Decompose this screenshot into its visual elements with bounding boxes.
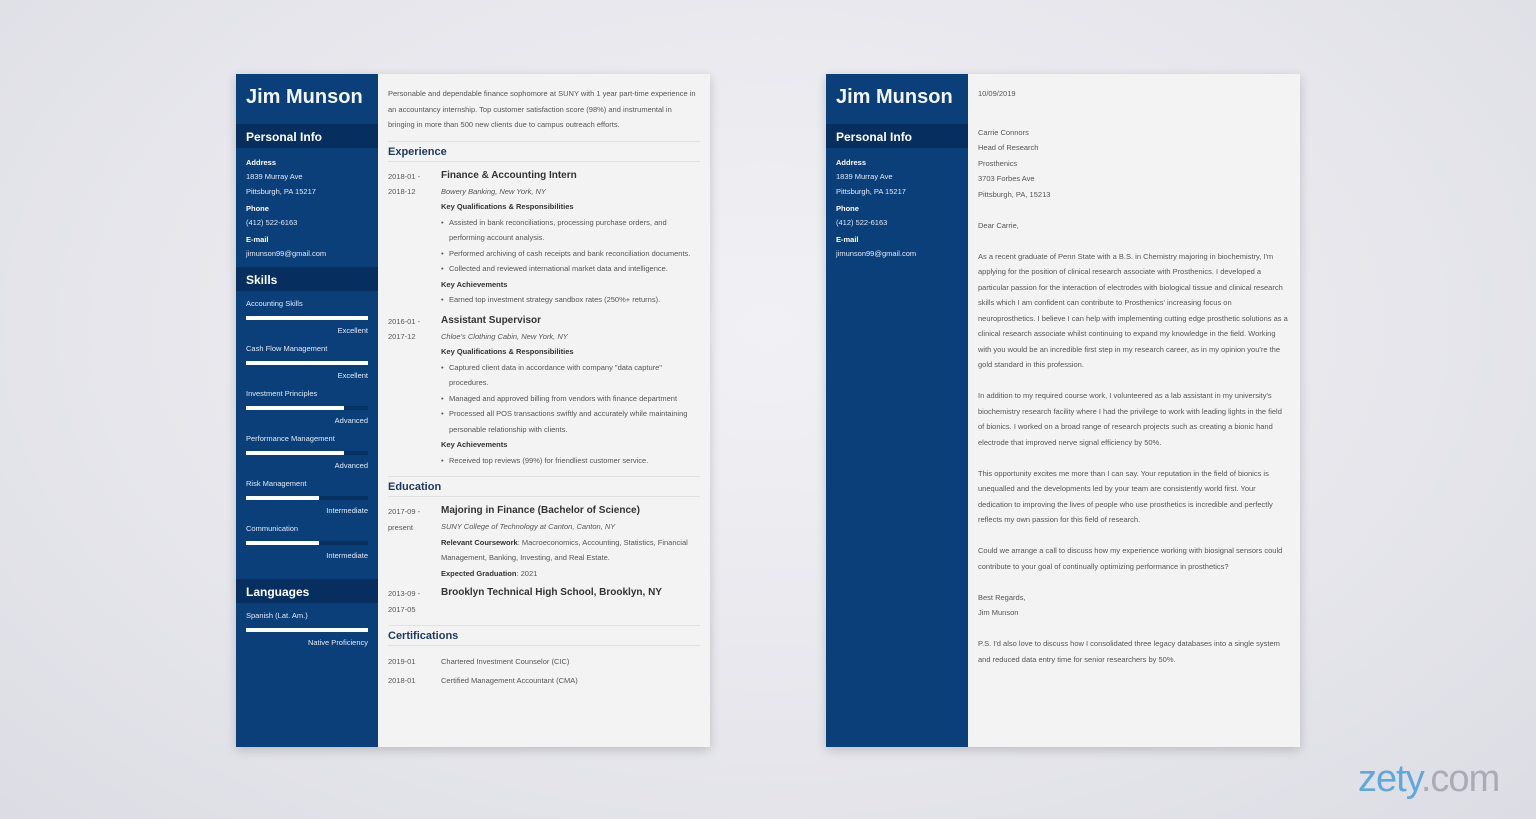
achievements-heading: Key Achievements [441, 440, 508, 449]
responsibility-item: • Collected and reviewed international market data and intelligence. [441, 261, 700, 277]
job-date-start: 2018-01 - [388, 171, 421, 181]
address-line2: Pittsburgh, PA 15217 [246, 187, 316, 196]
skill-level: Excellent [337, 371, 368, 380]
skill-name: Risk Management [246, 479, 307, 488]
email-value: jimunson99@gmail.com [836, 249, 917, 258]
skill-bar [246, 451, 368, 455]
education-date-end: present [388, 522, 414, 532]
letter-paragraph: Could we arrange a call to discuss how my experience working with biosignal sensors could contribute to your goal of continually optimizing performance in prosthetics? [978, 546, 1283, 571]
skill-item [246, 432, 368, 473]
address-label: Address [246, 158, 277, 167]
job-date-end: 2018-12 [388, 187, 416, 196]
achievements-heading: Key Achievements [441, 279, 508, 289]
email-value: jimunson99@gmail.com [246, 249, 327, 258]
greeting: Dear Carrie, [978, 220, 1019, 230]
skill-level: Advanced [334, 461, 368, 470]
education-dates [388, 503, 441, 581]
letter-sidebar [826, 74, 968, 747]
responsibility-item: • Processed all POS transactions swiftly and accurately while maintaining personable relationship with clients. [441, 406, 700, 437]
language-item [246, 609, 368, 650]
skill-name: Communication [246, 524, 299, 533]
achievements-list [441, 292, 700, 308]
languages-heading: Languages [236, 579, 378, 603]
skill-level: Intermediate [326, 506, 368, 515]
responsibilities-heading: Key Qualifications & Responsibilities [441, 202, 574, 211]
skill-level: Intermediate [326, 551, 368, 560]
email-label: E-mail [836, 235, 859, 244]
letter-date: 10/09/2019 [978, 89, 1016, 98]
job-title: Assistant Supervisor [441, 314, 542, 326]
recipient-title: Head of Research [978, 143, 1039, 152]
brand-name: zety [1358, 758, 1421, 800]
cover-letter-page [826, 74, 1300, 747]
letter-paragraph: This opportunity excites me more than I can say. Your reputation in the field of bionics is unequalled and the developments led by your team are consistently world first. Your dedication to improving the lives of people who use prosthetics is incredible and perfectly reflects my own passion for this field of research. [978, 468, 1273, 524]
certification-date: 2019-01 [388, 657, 416, 666]
resume-summary: Personable and dependable finance sophomore at SUNY with 1 year part-time experience in an accountancy internship. Top customer satisfaction score (98%) and instrumental in bringing in more than 500 new clients due to campus outreach efforts. [388, 89, 696, 129]
job-org: Chloe's Clothing Cabin, New York, NY [441, 331, 568, 341]
responsibility-item: • Performed archiving of cash receipts and bank reconciliation documents. [441, 246, 700, 262]
resume-name: Jim Munson [246, 86, 363, 108]
skill-item [246, 342, 368, 383]
skill-item [246, 522, 368, 563]
language-level: Native Proficiency [307, 638, 368, 647]
school-title: Brooklyn Technical High School, Brooklyn, NY [441, 587, 662, 598]
personal-info [236, 148, 378, 267]
achievement-item: • Earned top investment strategy sandbox rates (250%+ returns). [441, 292, 700, 308]
certification-item [388, 652, 700, 671]
certification-date: 2018-01 [388, 676, 416, 685]
job-entry [388, 313, 700, 469]
closing-block [978, 590, 1290, 621]
skill-bar [246, 361, 368, 365]
address-label: Address [836, 158, 867, 167]
skill-name: Cash Flow Management [246, 344, 328, 353]
skill-name: Investment Principles [246, 389, 318, 398]
skill-item [246, 387, 368, 428]
responsibility-item: • Managed and approved billing from vendors with finance department [441, 391, 700, 407]
resume-main [378, 74, 710, 747]
job-org: Bowery Banking, New York, NY [441, 186, 546, 196]
job-entry [388, 168, 700, 308]
job-dates [388, 313, 441, 469]
certification-name: Certified Management Accountant (CMA) [441, 676, 578, 685]
email-label: E-mail [246, 235, 269, 244]
education-date-start: 2017-09 - [388, 507, 421, 516]
phone-value: (412) 522-6163 [246, 218, 298, 227]
certification-item [388, 671, 700, 690]
education-entry [388, 503, 700, 581]
degree-title: Majoring in Finance (Bachelor of Science) [441, 505, 640, 516]
skills-list [236, 291, 378, 571]
experience-heading: Experience [388, 141, 700, 162]
job-title: Finance & Accounting Intern [441, 169, 577, 181]
zety-logo [1358, 758, 1499, 801]
phone-label: Phone [246, 204, 269, 213]
skills-heading: Skills [236, 267, 378, 291]
certifications-heading: Certifications [388, 625, 700, 646]
personal-info-heading: Personal Info [236, 124, 378, 148]
address-line1: 1839 Murray Ave [246, 172, 303, 181]
language-bar [246, 628, 368, 632]
phone-value: (412) 522-6163 [836, 218, 888, 227]
achievement-item: • Received top reviews (99%) for friendliest customer service. [441, 453, 700, 469]
skill-name: Performance Management [246, 434, 335, 443]
graduation-label: Expected Graduation [441, 568, 517, 578]
personal-info [826, 148, 968, 267]
resume-sidebar [236, 74, 378, 747]
certification-name: Chartered Investment Counselor (CIC) [441, 657, 570, 666]
education-heading: Education [388, 476, 700, 497]
languages-list [236, 603, 378, 658]
recipient-company: Prosthenics [978, 158, 1018, 168]
job-date-start: 2016-01 - [388, 316, 421, 326]
skill-level: Advanced [334, 416, 368, 425]
school-name: SUNY College of Technology at Canton, Canton, NY [441, 522, 616, 531]
responsibility-item: • Captured client data in accordance with company "data capture" procedures. [441, 360, 700, 391]
skill-bar [246, 406, 368, 410]
education-dates [388, 585, 441, 617]
letter-paragraph: As a recent graduate of Penn State with a B.S. in Chemistry majoring in biochemistry, I'm applying for the position of clinical research associate with Prosthenics. I developed a particular passion for the interaction of electrodes with biological tissue and clinical research skills which I am confident can contribute to Prosthenics' increasing focus on neuroprosthetics. I believe I can help with implementing cutting edge prosthetic solutions as a clinical research associate whilst continuing to expand my knowledge in the field. Working with you would be an incredible first step in my research career, as in my opinion you're the gold standard in this profession. [978, 251, 1288, 369]
phone-label: Phone [836, 204, 859, 213]
language-name: Spanish (Lat. Am.) [246, 611, 308, 620]
brand-tld: .com [1420, 758, 1500, 800]
education-date-start: 2013-09 - [388, 589, 421, 598]
graduation-value: : 2021 [516, 568, 538, 578]
resume-page [236, 74, 710, 747]
responsibilities-heading: Key Qualifications & Responsibilities [441, 347, 574, 356]
recipient-street: 3703 Forbes Ave [978, 174, 1035, 183]
recipient-block [978, 125, 1290, 203]
address-line1: 1839 Murray Ave [836, 172, 893, 181]
skill-bar [246, 496, 368, 500]
recipient-city: Pittsburgh, PA, 15213 [978, 189, 1051, 199]
responsibilities-list [441, 360, 700, 438]
signature: Jim Munson [978, 608, 1019, 617]
job-dates [388, 168, 441, 308]
letter-body [968, 74, 1300, 747]
recipient-name: Carrie Connors [978, 127, 1029, 137]
responsibility-item: • Assisted in bank reconciliations, processing purchase orders, and performing account analysis. [441, 215, 700, 246]
graduation [441, 566, 700, 582]
job-date-end: 2017-12 [388, 332, 416, 341]
skill-bar [246, 316, 368, 320]
skill-name: Accounting Skills [246, 299, 303, 308]
postscript: P.S. I'd also love to discuss how I consolidated three legacy databases into a single system and reduced data entry time for senior researchers by 50%. [978, 639, 1280, 664]
skill-item [246, 297, 368, 338]
personal-info-heading: Personal Info [826, 124, 968, 148]
skill-bar [246, 541, 368, 545]
responsibilities-list [441, 215, 700, 277]
coursework [441, 535, 700, 566]
closing: Best Regards, [978, 592, 1026, 602]
achievements-list [441, 453, 700, 469]
skill-item [246, 477, 368, 518]
letter-name: Jim Munson [836, 86, 953, 108]
education-date-end: 2017-05 [388, 604, 416, 614]
education-entry [388, 585, 700, 617]
letter-paragraph: In addition to my required course work, I volunteered as a lab assistant in my university's biochemistry research facility where I had the privilege to work with leading lights in the field of bionics. I worked on a broad range of research projects such as creating a bionic hand electrode that improved nerve signal efficiency by 50%. [978, 391, 1282, 447]
coursework-label: Relevant Coursework [441, 537, 518, 547]
address-line2: Pittsburgh, PA 15217 [836, 187, 906, 196]
coursework-value: : Macroeconomics, Accounting, Statistics, Financial Management, Banking, Investing, and Real Estate. [441, 537, 688, 562]
skill-level: Excellent [337, 326, 368, 335]
